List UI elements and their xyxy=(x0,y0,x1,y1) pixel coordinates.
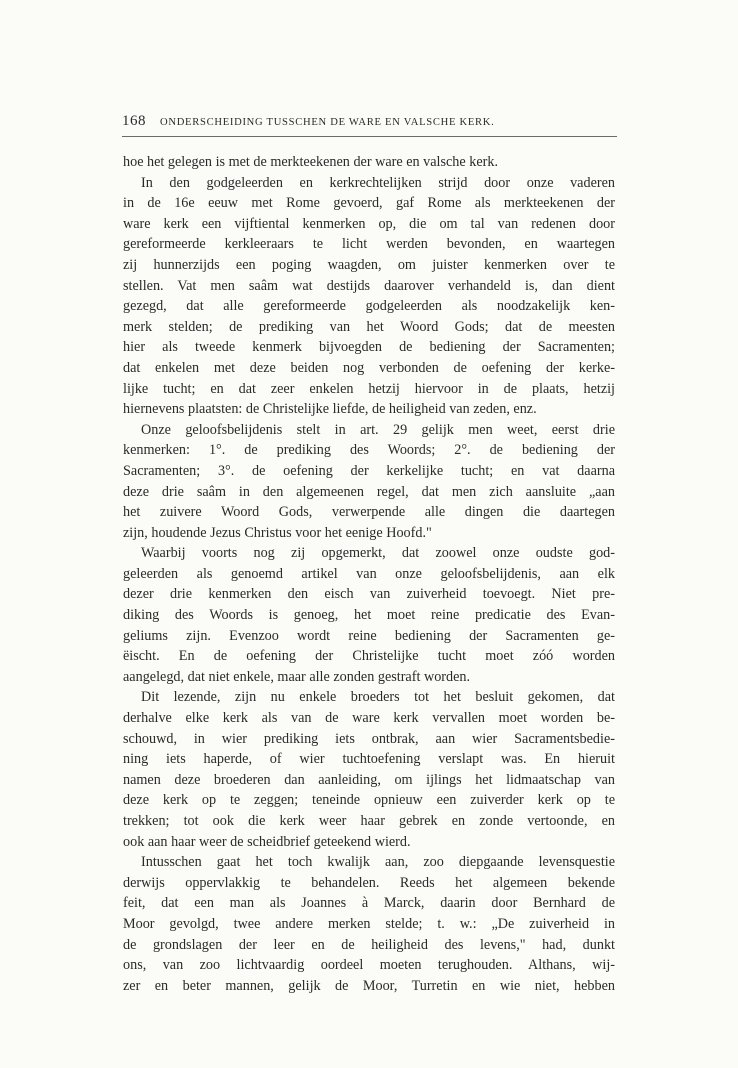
text-line: schouwd, in wier prediking iets ontbrak, aan wier Sacramentsbedie- xyxy=(123,730,615,747)
text-line: ons, van zoo lichtvaardig oordeel moeten terughouden. Althans, wij- xyxy=(123,957,615,974)
text-line: derhalve elke kerk als van de ware kerk vervallen moet worden be- xyxy=(123,710,615,727)
text-line: deze drie saâm in den algemeenen regel, dat men zich aansluite „aan xyxy=(123,483,615,500)
text-line: In den godgeleerden en kerkrechtelijken strijd door onze vaderen xyxy=(141,174,615,191)
text-line: zijn, houdende Jezus Christus voor het eenige Hoofd." xyxy=(123,524,432,541)
text-line: ware kerk een vijftiental kenmerken op, die om tal van redenen door xyxy=(123,215,615,232)
text-line: Sacramenten; 3°. de oefening der kerkelijke tucht; en vat daarna xyxy=(123,462,615,479)
text-line: hoe het gelegen is met de merkteekenen der ware en valsche kerk. xyxy=(123,154,499,170)
text-line: gereformeerde kerkleeraars te licht werden bevonden, en waartegen xyxy=(123,236,615,253)
text-line: kenmerken: 1°. de prediking des Woords; 2°. de bediening der xyxy=(123,442,615,459)
running-title: ONDERSCHEIDING TUSSCHEN DE WARE EN VALSCHE KERK. xyxy=(160,117,495,128)
page-number: 168 xyxy=(122,113,146,129)
text-line: derwijs oppervlakkig te behandelen. Reeds het algemeen bekende xyxy=(123,874,615,891)
text-line: zij hunnerzijds een poging waagden, om juister kenmerken over te xyxy=(123,256,615,273)
text-line: ook aan haar weer de scheidbrief geteekend wierd. xyxy=(123,833,411,850)
text-line: dezer drie kenmerken den eisch van zuiverheid toevoegt. Niet pre- xyxy=(123,586,615,603)
page-header xyxy=(122,113,615,130)
text-line: feit, dat een man als Joannes à Marck, daarin door Bernhard de xyxy=(123,895,615,912)
text-line: Dit lezende, zijn nu enkele broeders tot het besluit gekomen, dat xyxy=(141,689,615,706)
text-line: hiernevens plaatsten: de Christelijke liefde, de heiligheid van zeden, enz. xyxy=(123,401,537,418)
text-line: hier als tweede kenmerk bijvoegden de bediening der Sacramenten; xyxy=(123,339,615,356)
text-line: ëischt. En de oefening der Christelijke tucht moet zóó worden xyxy=(123,648,615,665)
text-line: geliums zijn. Evenzoo wordt reine bediening der Sacramenten ge- xyxy=(123,627,615,644)
text-line: Onze geloofsbelijdenis stelt in art. 29 gelijk men weet, eerst drie xyxy=(141,421,615,438)
text-line: diking des Woords is genoeg, het moet reine predicatie des Evan- xyxy=(123,607,615,624)
body-text xyxy=(123,152,615,996)
text-line: Intusschen gaat het toch kwalijk aan, zoo diepgaande levensquestie xyxy=(141,854,615,871)
text-line: Moor gevolgd, twee andere merken stelde; t. w.: „De zuiverheid in xyxy=(123,915,615,932)
text-line: het zuivere Woord Gods, verwerpende alle dingen die daartegen xyxy=(123,504,615,521)
text-line: deze kerk op te zeggen; teneinde opnieuw een zuiverder kerk op te xyxy=(123,792,615,809)
text-line: ning iets haperde, of wier tuchtoefening verslapt was. En hieruit xyxy=(123,751,615,768)
text-line: geleerden als genoemd artikel van onze geloofsbelijdenis, aan elk xyxy=(123,565,615,582)
text-line: gezegd, dat alle gereformeerde godgeleerden als noodzakelijk ken- xyxy=(123,298,615,315)
text-line: namen deze broederen dan aanleiding, om ijlings het lidmaatschap van xyxy=(123,771,615,788)
text-line: Waarbij voorts nog zij opgemerkt, dat zoowel onze oudste god- xyxy=(141,545,615,562)
text-line: aangelegd, dat niet enkele, maar alle zonden gestraft worden. xyxy=(123,668,471,685)
text-line: dat enkelen met deze beiden nog verbonden de oefening der kerke- xyxy=(123,359,615,376)
text-line: zer en beter mannen, gelijk de Moor, Turretin en wie niet, hebben xyxy=(123,977,615,994)
text-line: de grondslagen der leer en de heiligheid des levens," had, dunkt xyxy=(123,936,615,953)
text-line: lijke tucht; en dat zeer enkelen hetzij hiervoor in de plaats, hetzij xyxy=(123,380,615,397)
header-rule xyxy=(122,136,617,137)
text-line: stellen. Vat men saâm wat destijds daarover verhandeld is, dan dient xyxy=(123,277,615,294)
text-line: trekken; tot ook die kerk weer haar gebrek en zonde vertoonde, en xyxy=(123,813,615,829)
text-line: in de 16e eeuw met Rome gevoerd, gaf Rome als merkteekenen der xyxy=(123,195,615,212)
text-line: merk stelden; de prediking van het Woord Gods; dat de meesten xyxy=(123,318,615,335)
